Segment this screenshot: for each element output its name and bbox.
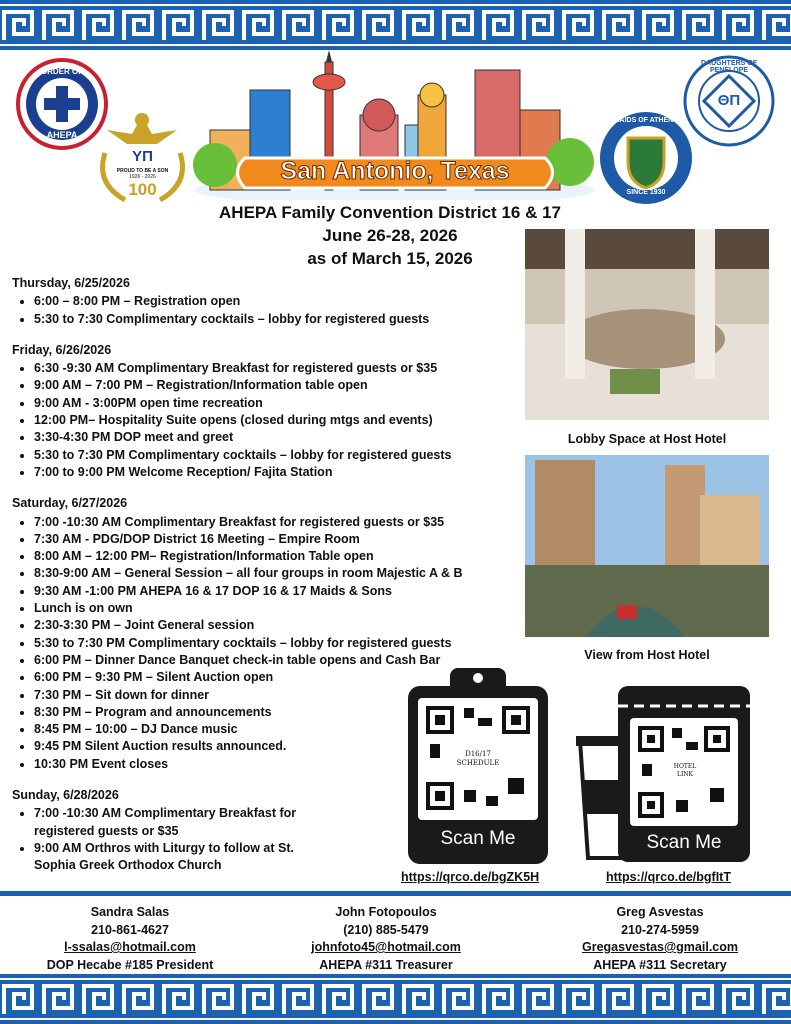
- greek-key-border-bottom: [0, 974, 791, 1024]
- schedule-item: • 9:00 AM – 7:00 PM – Registration/Information table open: [34, 377, 512, 394]
- schedule-item: • 8:45 PM – 10:00 – DJ Dance music: [34, 721, 512, 738]
- contact-role: DOP Hecabe #185 President: [46, 957, 214, 972]
- contact-phone: (210) 885-5479: [343, 922, 429, 937]
- schedule-item-list: [12, 293, 512, 328]
- schedule-item: • 2:30-3:30 PM – Joint General session: [34, 617, 512, 634]
- schedule-item: • 8:30-9:00 AM – General Session – all four groups in room Majestic A & B: [34, 565, 512, 582]
- schedule-item: • Lunch is on own: [34, 600, 512, 617]
- contact-greg-asvestas: [530, 904, 790, 974]
- schedule-day-heading: Friday, 6/26/2026: [12, 342, 112, 357]
- greek-key-pattern: [0, 0, 791, 50]
- hotel-qr-coffee-graphic: [576, 680, 776, 870]
- schedule-item: • 7:00 to 9:00 PM Welcome Reception/ Fajita Station: [34, 464, 512, 481]
- schedule-item: • 9:00 AM Orthros with Liturgy to follow at St. Sophia Greek Orthodox Church: [34, 840, 334, 875]
- schedule-day-heading: Saturday, 6/27/2026: [12, 496, 128, 511]
- sons-100: 100: [128, 180, 157, 199]
- convention-dates: June 26-28, 2026: [322, 226, 458, 245]
- contact-phone: 210-274-5959: [621, 922, 699, 937]
- ahepa-logo-bottom-text: AHEPA: [46, 130, 78, 140]
- schedule-item: • 6:30 -9:30 AM Complimentary Breakfast for registered guests or $35: [34, 360, 512, 377]
- schedule-day-heading: Thursday, 6/25/2026: [12, 276, 130, 290]
- san-antonio-skyline-illustration: [190, 50, 600, 200]
- sons-letters: ΥΠ: [132, 148, 153, 165]
- convention-title: AHEPA Family Convention District 16 & 17: [219, 203, 561, 222]
- schedule-item-list: [12, 805, 334, 874]
- contact-email[interactable]: l-ssalas@hotmail.com: [64, 940, 196, 954]
- footer-divider: [0, 891, 791, 896]
- riverwalk-view-photo: [525, 455, 769, 637]
- sons-years: 1926 - 2026: [129, 174, 156, 180]
- penelope-letters: ΘΠ: [717, 92, 741, 109]
- sons-of-pericles-logo: [95, 108, 190, 206]
- schedule-day-heading: Sunday, 6/28/2026: [12, 788, 119, 803]
- contact-sandra-salas: [0, 904, 260, 974]
- schedule-item: • 9:00 AM - 3:00PM open time recreation: [34, 395, 512, 412]
- contact-email[interactable]: johnfoto45@hotmail.com: [311, 940, 461, 954]
- hotel-qr-label: HOTEL LINK: [668, 760, 702, 785]
- contact-john-fotopoulos: [256, 904, 516, 974]
- maids-logo-top-text: MAIDS OF ATHENA: [613, 117, 679, 124]
- contact-role: AHEPA #311 Treasurer: [319, 957, 453, 972]
- schedule-item: • 7:30 PM – Sit down for dinner: [34, 687, 512, 704]
- schedule-item: • 9:30 AM -1:00 PM AHEPA 16 & 17 DOP 16 & 17 Maids & Sons: [34, 583, 512, 600]
- schedule-item: • 5:30 to 7:30 Complimentary cocktails – lobby for registered guests: [34, 311, 512, 328]
- schedule-qr-clipboard: [408, 668, 548, 864]
- contact-name: John Fotopoulos: [335, 905, 437, 919]
- schedule-item: • 7:00 -10:30 AM Complimentary Breakfast for registered guests or $35: [34, 805, 334, 840]
- schedule-item: • 9:45 PM Silent Auction results announced.: [34, 738, 512, 755]
- schedule-item: • 7:30 AM - PDG/DOP District 16 Meeting – Empire Room: [34, 531, 512, 548]
- schedule-item: • 8:00 AM – 12:00 PM– Registration/Information Table open: [34, 548, 512, 565]
- penelope-logo-top-text: DAUGHTERS OF PENELOPE: [701, 60, 757, 74]
- maids-of-athena-logo: [598, 110, 694, 206]
- contact-email[interactable]: Gregasvestas@gmail.com: [581, 940, 738, 954]
- schedule-qr-label: D16/17 SCHEDULE: [448, 747, 508, 776]
- lobby-photo: [525, 229, 769, 420]
- daughters-of-penelope-logo: [682, 54, 776, 148]
- greek-key-border-top: [0, 0, 791, 50]
- schedule-item: • 6:00 PM – 9:30 PM – Silent Auction open: [34, 669, 512, 686]
- lobby-caption: Lobby Space at Host Hotel: [567, 432, 727, 446]
- san-antonio-banner: San Antonio, Texas: [280, 157, 510, 185]
- hotel-scan-me: Scan Me: [646, 832, 722, 853]
- as-of-date: as of March 15, 2026: [307, 249, 473, 268]
- greek-key-pattern: [0, 974, 791, 1024]
- contact-phone: 210-861-4627: [91, 922, 169, 937]
- schedule-item: • 5:30 to 7:30 PM Complimentary cocktails – lobby for registered guests: [34, 635, 512, 652]
- schedule-item: • 3:30-4:30 PM DOP meet and greet: [34, 429, 512, 446]
- maids-logo-bottom-text: SINCE 1930: [626, 189, 666, 196]
- contact-role: AHEPA #311 Secretary: [593, 957, 727, 972]
- schedule-item: • 8:30 PM – Program and announcements: [34, 704, 512, 721]
- contact-name: Sandra Salas: [90, 905, 170, 919]
- schedule-item: • 6:00 PM – Dinner Dance Banquet check-in table opens and Cash Bar: [34, 652, 512, 669]
- schedule-scan-me: Scan Me: [440, 828, 516, 849]
- schedule-item: • 12:00 PM– Hospitality Suite opens (closed during mtgs and events): [34, 412, 512, 429]
- hotel-qr-link[interactable]: https://qrco.de/bgfItT: [606, 870, 731, 884]
- schedule-item: • 6:00 – 8:00 PM – Registration open: [34, 293, 512, 310]
- schedule-qr-link[interactable]: https://qrco.de/bgZK5H: [401, 870, 540, 884]
- contact-name: Greg Asvestas: [616, 905, 704, 919]
- sons-motto: PROUD TO BE A SON: [116, 168, 169, 174]
- schedule-item: • 7:00 -10:30 AM Complimentary Breakfast for registered guests or $35: [34, 514, 512, 531]
- schedule-item-list: [12, 360, 512, 481]
- view-caption: View from Host Hotel: [584, 648, 710, 662]
- schedule-item: • 10:30 PM Event closes: [34, 756, 512, 773]
- schedule-item: • 5:30 to 7:30 PM Complimentary cocktails – lobby for registered guests: [34, 447, 512, 464]
- ahepa-logo-top-text: ORDER OF: [40, 67, 84, 76]
